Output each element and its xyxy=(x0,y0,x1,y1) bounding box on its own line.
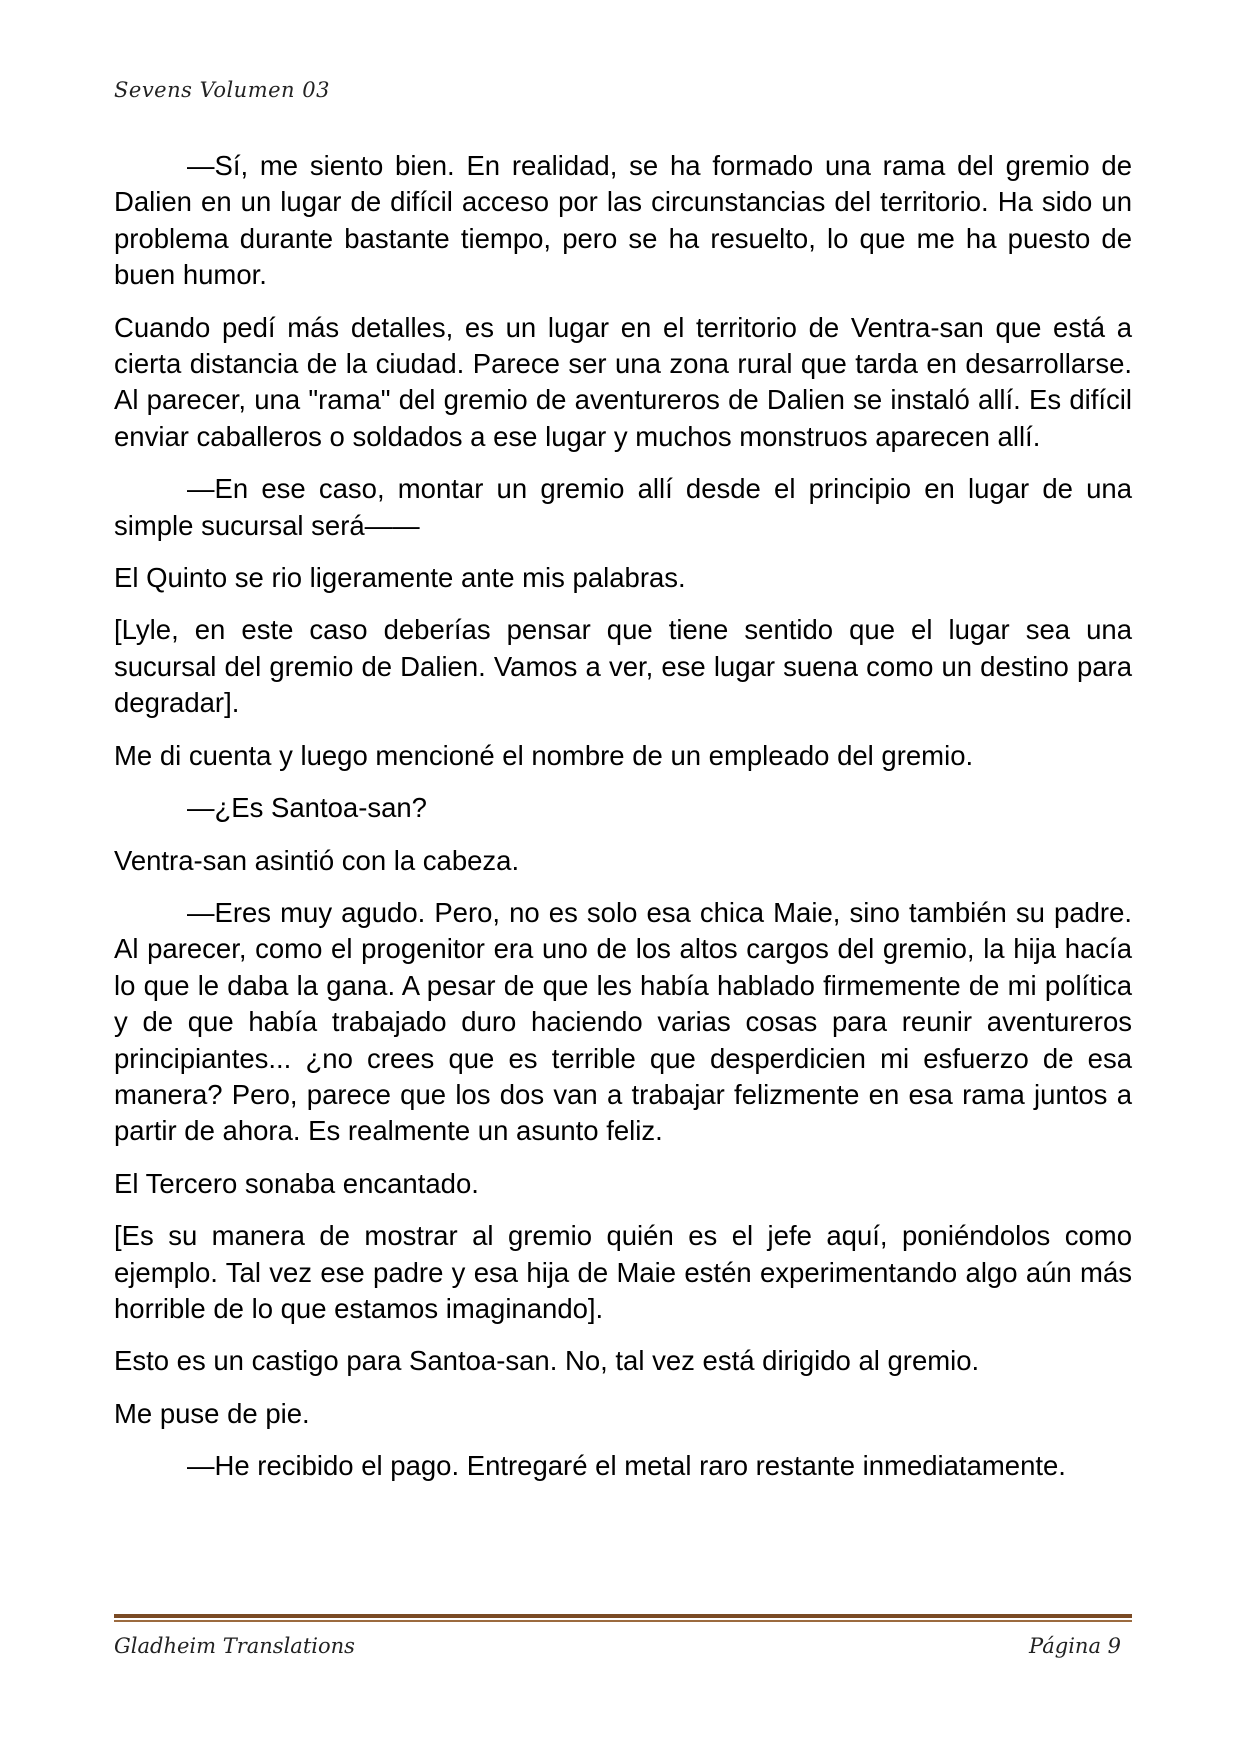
paragraph: —Sí, me siento bien. En realidad, se ha formado una rama del gremio de Dalien en un lugar de difícil acceso por las circunstancias del territorio. Ha sido un problema durante bastante tiempo, pero se ha resuelto, lo que me ha puesto de buen humor. xyxy=(114,150,1132,291)
page-body xyxy=(114,148,1132,1501)
footer-credit: Gladheim Translations xyxy=(114,1634,355,1658)
paragraph: —En ese caso, montar un gremio allí desde el principio en lugar de una simple sucursal será—— xyxy=(114,473,1132,541)
footer-divider-thin xyxy=(114,1620,1132,1622)
paragraph: [Lyle, en este caso deberías pensar que tiene sentido que el lugar sea una sucursal del gremio de Dalien. Vamos a ver, ese lugar suena como un destino para degradar]. xyxy=(114,614,1132,719)
paragraph: —Eres muy agudo. Pero, no es solo esa chica Maie, sino también su padre. Al parecer, como el progenitor era uno de los altos cargos del gremio, la hija hacía lo que le daba la gana. A pesar de que les había hablado firmemente de mi política y de que había trabajado duro haciendo varias cosas para reunir aventureros principiantes... ¿no crees que es terrible que desperdicien mi esfuerzo de esa manera? Pero, parece que los dos van a trabajar felizmente en esa rama juntos a partir de ahora. Es realmente un asunto feliz. xyxy=(114,896,1132,1147)
footer-divider-thick xyxy=(114,1614,1132,1618)
paragraph: El Quinto se rio ligeramente ante mis palabras. xyxy=(114,562,686,594)
paragraph: Cuando pedí más detalles, es un lugar en el territorio de Ventra-san que está a cierta distancia de la ciudad. Parece ser una zona rural que tarda en desarrollarse. Al parecer, una "rama" del gremio de aventureros de Dalien se instaló allí. Es difícil enviar caballeros o soldados a ese lugar y muchos monstruos aparecen allí. xyxy=(114,311,1132,452)
paragraph: Me puse de pie. xyxy=(114,1397,310,1429)
paragraph: —¿Es Santoa-san? xyxy=(187,792,427,824)
paragraph: Me di cuenta y luego mencioné el nombre de un empleado del gremio. xyxy=(114,739,974,771)
paragraph: —He recibido el pago. Entregaré el metal raro restante inmediatamente. xyxy=(187,1450,1066,1482)
paragraph: Esto es un castigo para Santoa-san. No, tal vez está dirigido al gremio. xyxy=(114,1345,980,1377)
paragraph: Ventra-san asintió con la cabeza. xyxy=(114,844,520,876)
paragraph: [Es su manera de mostrar al gremio quién es el jefe aquí, poniéndolos como ejemplo. Tal vez ese padre y esa hija de Maie estén experimentando algo aún más horrible de lo que estamos imaginando]. xyxy=(114,1220,1132,1324)
paragraph: El Tercero sonaba encantado. xyxy=(114,1167,479,1199)
running-header: Sevens Volumen 03 xyxy=(114,78,330,102)
page-number: Página 9 xyxy=(1029,1634,1121,1658)
